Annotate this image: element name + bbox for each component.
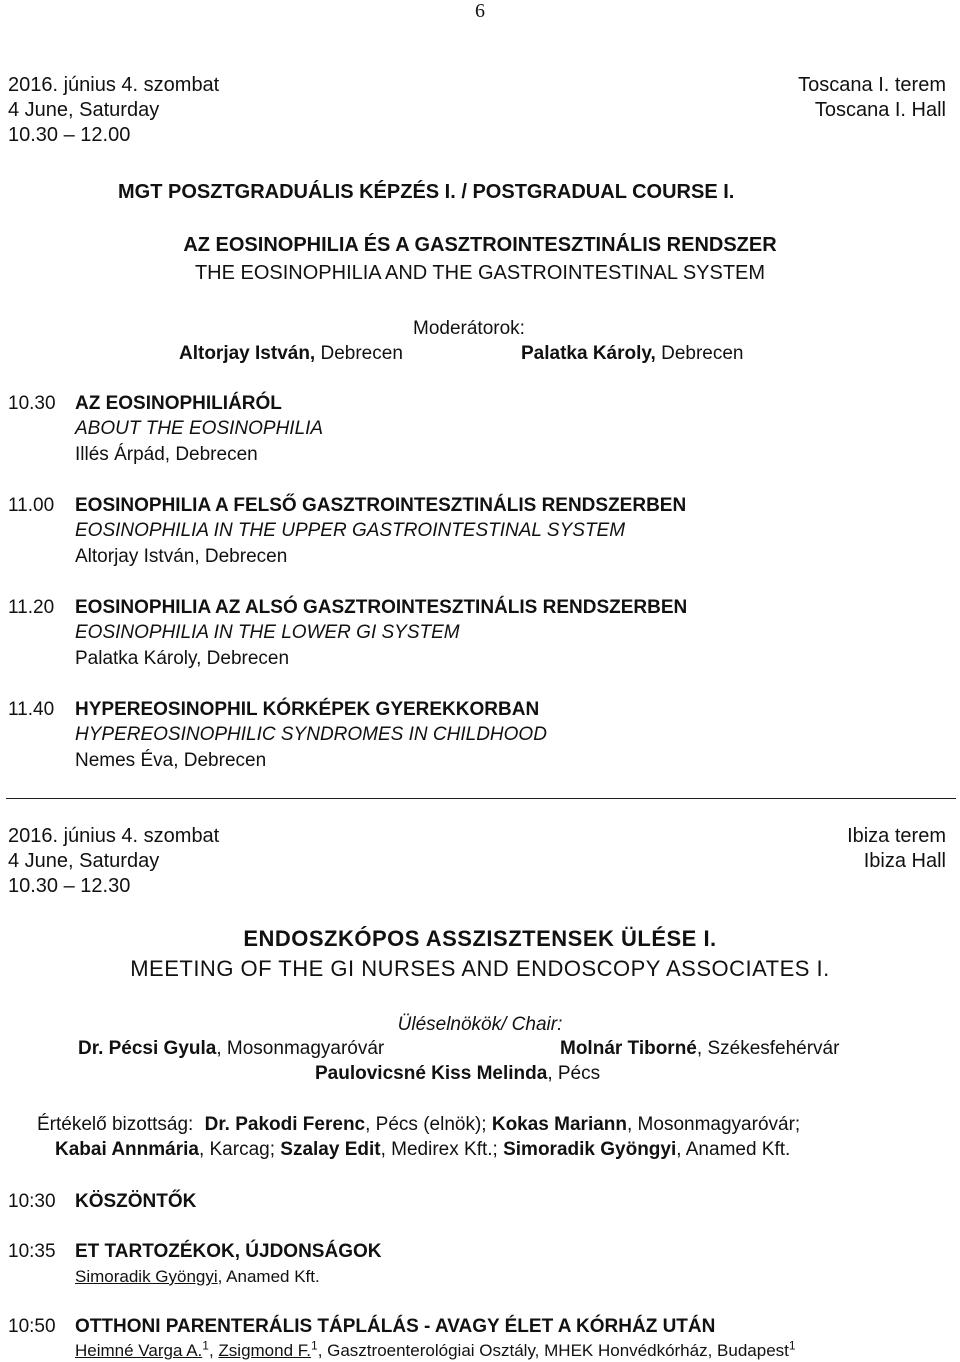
session2-title-en: MEETING OF THE GI NURSES AND ENDOSCOPY ASSOCIATES I. [130, 956, 830, 981]
session1-title-en: THE EOSINOPHILIA AND THE GASTROINTESTINAL SYSTEM [194, 262, 766, 284]
chair-1-title: Dr. [78, 1038, 109, 1059]
chair-1-name: Pécsi Gyula [108, 1038, 217, 1059]
jury-2-name: Kokas Mariann [491, 1114, 627, 1135]
talk-speaker: Altorjay István, Debrecen [75, 546, 288, 567]
session2-room-en: Ibiza Hall [863, 850, 946, 872]
talk-title: OTTHONI PARENTERÁLIS TÁPLÁLÁS - AVAGY ÉLET A KÓRHÁZ UTÁN [75, 1316, 716, 1337]
talk-title-en: HYPEREOSINOPHILIC SYNDROMES IN CHILDHOOD [75, 724, 547, 745]
session1-room-hu: Toscana I. terem [798, 74, 946, 96]
jury-4-rest: , Medirex Kft.; [380, 1139, 504, 1160]
section-divider [6, 798, 956, 799]
jury-line-2 [55, 1138, 790, 1161]
moderator-2-name: Palatka Károly, [521, 343, 656, 364]
talk-time: 11.20 [8, 597, 55, 618]
talk-title: KÖSZÖNTŐK [75, 1191, 197, 1212]
talk-title-en: ABOUT THE EOSINOPHILIA [75, 418, 324, 439]
jury-dr: Dr. [204, 1114, 230, 1135]
chair-2-city: , Székesfehérvár [696, 1038, 840, 1059]
moderators-label: Moderátorok: [413, 318, 525, 339]
talk-speaker: Palatka Károly, Debrecen [75, 648, 290, 669]
jury-3-rest: , Karcag; [198, 1139, 281, 1160]
page-number: 6 [475, 0, 485, 22]
chair-1 [78, 1037, 384, 1060]
talk-time: 11.00 [8, 495, 55, 516]
author-1-name: Heimné Varga A. [75, 1341, 203, 1360]
talk-speaker [75, 1266, 320, 1287]
affiliation-sup: 1 [788, 1338, 796, 1353]
talk-title-hu: HYPEREOSINOPHIL KÓRKÉPEK GYEREKKORBAN [75, 699, 540, 720]
jury-2-rest: , Mosonmagyaróvár; [627, 1114, 801, 1135]
chair-3 [315, 1062, 600, 1085]
jury-line-1 [37, 1113, 800, 1136]
moderator-1-name: Altorjay István, [179, 343, 316, 364]
moderator-2-city: Debrecen [655, 343, 744, 364]
session1-title-hu: AZ EOSINOPHILIA ÉS A GASZTROINTESZTINÁLIS RENDSZER [183, 234, 777, 256]
chair-1-city: , Mosonmagyaróvár [216, 1038, 385, 1059]
moderator-2 [521, 342, 744, 365]
talk-title-hu: EOSINOPHILIA AZ ALSÓ GASZTROINTESZTINÁLIS RENDSZERBEN [75, 597, 688, 618]
session1-time: 10.30 – 12.00 [8, 124, 131, 146]
chairs-label: Üléselnökök/ Chair: [397, 1014, 563, 1035]
talk-time: 10:35 [8, 1241, 56, 1262]
session2-time: 10.30 – 12.30 [8, 875, 131, 897]
talk-time: 10:50 [8, 1316, 56, 1337]
jury-1-name: Pakodi Ferenc [235, 1114, 366, 1135]
talk-speaker: Illés Árpád, Debrecen [75, 444, 258, 465]
talk-time: 10:30 [8, 1191, 56, 1212]
talk-speaker: Nemes Éva, Debrecen [75, 750, 267, 771]
session1-date-en: 4 June, Saturday [8, 99, 160, 121]
author-1-sup: 1 [202, 1338, 209, 1353]
talk-speaker-name: Simoradik Gyöngyi [75, 1267, 218, 1286]
session2-room-hu: Ibiza terem [847, 825, 946, 847]
chair-2-name: Molnár Tiborné [560, 1038, 697, 1059]
talk-time: 10.30 [8, 393, 56, 414]
author-affiliation: , Gasztroenterológiai Osztály, MHEK Honvédkórház, Budapest [317, 1341, 789, 1360]
chair-3-name: Paulovicsné Kiss Melinda [315, 1063, 548, 1084]
talk-title-en: EOSINOPHILIA IN THE LOWER GI SYSTEM [75, 622, 460, 643]
chair-3-city: , Pécs [547, 1063, 601, 1084]
course-title: MGT POSZTGRADUÁLIS KÉPZÉS I. / POSTGRADUAL COURSE I. [118, 181, 735, 203]
author-2-sup: 1 [311, 1338, 318, 1353]
talk-speaker-affil: , Anamed Kft. [217, 1267, 320, 1286]
talk-time: 11.40 [8, 699, 55, 720]
talk-title-hu: AZ EOSINOPHILIÁRÓL [75, 393, 282, 414]
talk-title: ET TARTOZÉKOK, ÚJDONSÁGOK [75, 1241, 382, 1262]
session2-date-hu: 2016. június 4. szombat [8, 825, 220, 847]
jury-label: Értékelő bizottság: [37, 1114, 194, 1135]
jury-3-name: Kabai Annmária [55, 1139, 199, 1160]
author-sep: , [208, 1341, 219, 1360]
talk-title-hu: EOSINOPHILIA A FELSŐ GASZTROINTESZTINÁLIS RENDSZERBEN [75, 495, 687, 516]
session2-date-en: 4 June, Saturday [8, 850, 160, 872]
moderator-1 [179, 342, 403, 365]
talk-authors [75, 1340, 796, 1361]
talk-title-en: EOSINOPHILIA IN THE UPPER GASTROINTESTINAL SYSTEM [75, 520, 626, 541]
jury-5-rest: , Anamed Kft. [676, 1139, 791, 1160]
session2-title-hu: ENDOSZKÓPOS ASSZISZTENSEK ÜLÉSE I. [243, 926, 717, 951]
session1-room-en: Toscana I. Hall [814, 99, 946, 121]
jury-1-rest: , Pécs (elnök); [365, 1114, 492, 1135]
jury-4-name: Szalay Edit [280, 1139, 381, 1160]
moderator-1-city: Debrecen [315, 343, 403, 364]
chair-2 [560, 1037, 839, 1060]
session1-date-hu: 2016. június 4. szombat [8, 74, 220, 96]
author-2-name: Zsigmond F. [218, 1341, 311, 1360]
jury-5-name: Simoradik Gyöngyi [503, 1139, 677, 1160]
